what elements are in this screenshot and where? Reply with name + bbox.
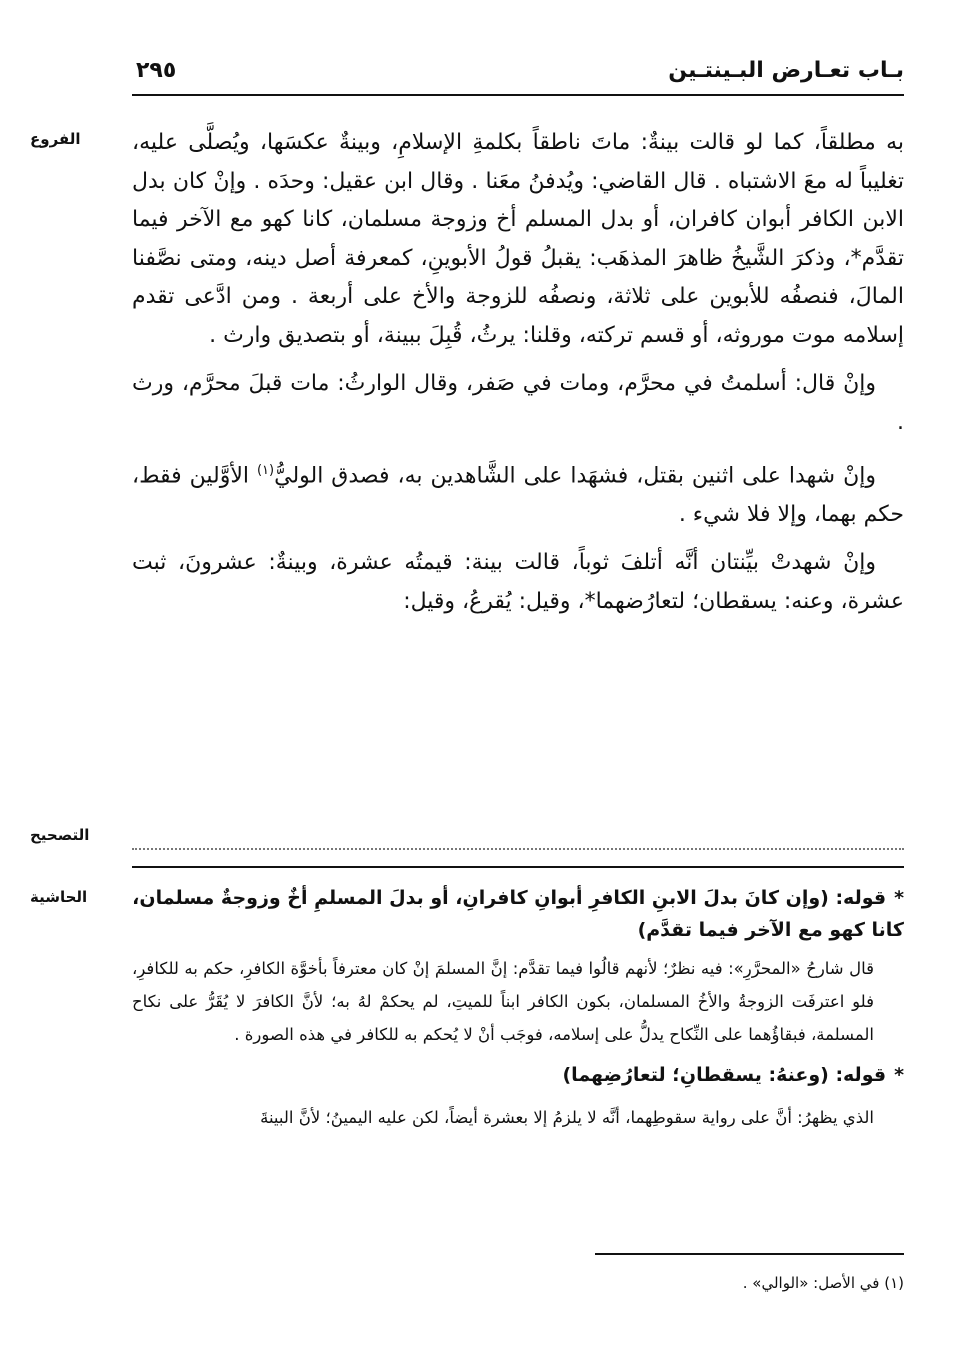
star-icon: * bbox=[894, 887, 904, 909]
star-icon: * bbox=[894, 1064, 904, 1086]
chapter-title: بـاب تعـارض البـينتـين bbox=[668, 58, 904, 83]
side-label-hashiya: الحاشية bbox=[30, 888, 88, 906]
correction-dotted-line bbox=[132, 826, 904, 850]
note-1-heading-text: قوله: (وإن كانَ بدلَ الابنِ الكافرِ أبوانِ كافرانِ، أو بدلَ المسلمِ أخٌ وزوجةٌ مسلمان، كانا كهو مع الآخر فيما تقدَّم) bbox=[132, 887, 904, 941]
side-label-furu: الفروع bbox=[30, 130, 81, 148]
note-2-heading bbox=[132, 1059, 904, 1091]
page-number: ٢٩٥ bbox=[136, 58, 177, 83]
footnote-rule bbox=[595, 1253, 904, 1255]
note-2-heading-text: قوله: (وعنهُ: يسقطانِ؛ لتعارُضِهما) bbox=[562, 1064, 887, 1086]
side-label-tashih: التصحيح bbox=[30, 826, 90, 844]
footnote-text: (١) في الأصل: «الوالي» . bbox=[742, 1274, 904, 1292]
hashiya-notes bbox=[132, 882, 904, 1134]
footnote-marker: (١) bbox=[256, 463, 275, 478]
notes-separator-rule bbox=[132, 866, 904, 868]
paragraph-3-text-a: وإنْ شهدا على اثنين بقتل، فشهَدا على الشَّاهدين به، فصدق الوليُّ bbox=[274, 463, 876, 489]
note-1-body: قال شارحُ «المحرَّرِ»: فيه نظرٌ؛ لأنهم قالُوا فيما تقدَّم: إنَّ المسلمَ إنْ كان معترفاً بأخوَّة الكافرِ، حكم به للكافرِ، فلو اعترفَت الزوجةُ والأخُ المسلمان، بكون الكافر ابناً للميتِ، لم يحكمْ لهُ به؛ لأنَّ الكافرَ لا يُقَرُّ على نكاح المسلمة، فبقاؤُهما على النِّكاح يدلُّ على إسلامه، فوجَب أنْ لا يُحكم به للكافر في هذه الصورة . bbox=[132, 959, 874, 1044]
page-header bbox=[132, 56, 904, 96]
note-1-heading bbox=[132, 882, 904, 946]
main-paragraph-3 bbox=[132, 452, 904, 534]
main-paragraph-1: به مطلقاً، كما لو قالت بينةٌ: ماتَ ناطقاً بكلمةِ الإسلامِ، وبينةٌ عكسَها، ويُصلَّى عليه، تغليباً له معَ الاشتباه . قال القاضي: ويُدفنُ معَنا . وقال ابن عقيل: وحدَه . وإنْ كان بدل الابن الكافر أبوان كافران، أو بدل المسلم أخ وزوجة مسلمان، كانا كهو مع الآخر فيما تقدَّم*، وذكرَ الشَّيخُ ظاهرَ المذهَب: يقبلُ قولُ الأبوينِ، كمعرفة أصل دينه، ومتى نصَّفنا المالَ، فنصفُه للأبوين على ثلاثة، ونصفُه للزوجة والأخ على أربعة . ومن ادَّعى تقدم إسلامه موت موروثه، أو قسم تركته، وقلنا: يرثُ، قُبِلَ ببينة، أو بتصديق وارث . bbox=[132, 130, 904, 348]
header-rule bbox=[132, 94, 904, 96]
main-text bbox=[132, 124, 904, 621]
main-paragraph-2: وإنْ قال: أسلمتُ في محرَّم، ومات في صَفر، وقال الوارثُ: مات قبلَ محرَّم، ورث . bbox=[132, 371, 904, 435]
main-paragraph-4: وإنْ شهدتْ بيِّنتان أنَّه أتلفَ ثوباً، قالت بينة: قيمتُه عشرة، وبينةٌ: عشرونَ، ثبت عشرة، وعنه: يسقطان؛ لتعارُضهما*، وقيل: يُقرعُ، وقيل: bbox=[132, 550, 904, 614]
note-2-body: الذي يظهرُ: أنَّ على رواية سقوطِهما، أنَّه لا يلزمُ إلا بعشرة أيضاً، لكن عليه اليمينُ؛ لأنَّ البينةَ bbox=[260, 1108, 874, 1127]
paragraph-3-text-b: الأوَّلين فقط، حكم بهما، وإلا فلا شيء . bbox=[132, 463, 904, 527]
